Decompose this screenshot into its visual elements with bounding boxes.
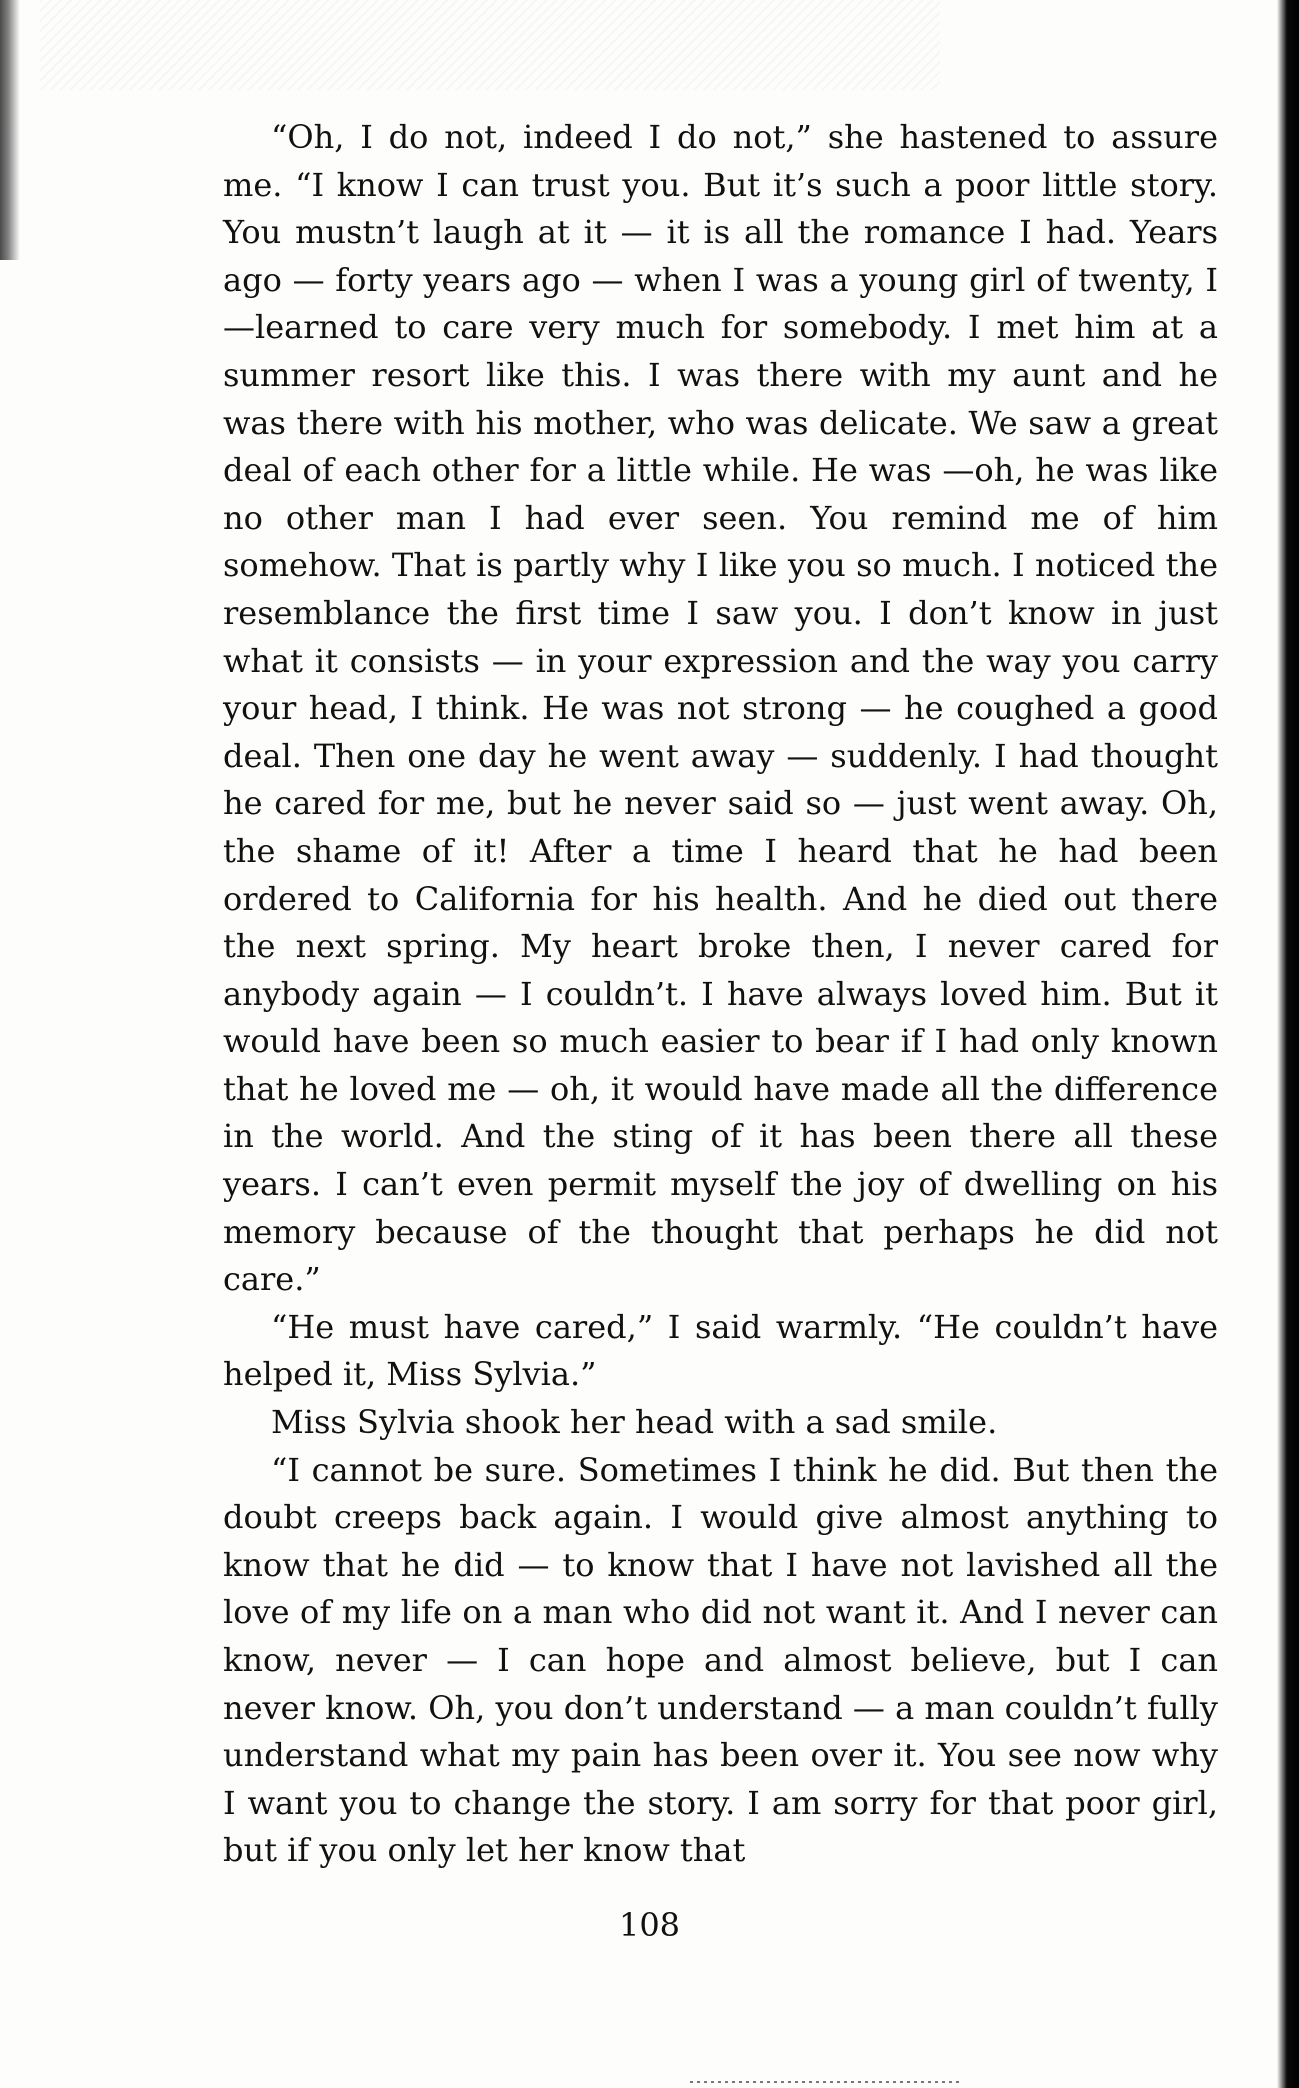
body-text	[223, 114, 1218, 1875]
paragraph: Miss Sylvia shook her head with a sad smile.	[271, 1403, 998, 1442]
scan-noise	[40, 0, 940, 90]
page-number: 108	[618, 1906, 681, 1944]
paragraph: “Oh, I do not, indeed I do not,” she hastened to assure me. “I know I can trust you. But it’s such a poor little story. You mustn’t laugh at it — it is all the romance I had. Years ago — forty years ago — when I was a young girl of twenty, I—learned to care very much for somebody. I met him at a summer resort like this. I was there with my aunt and he was there with his mother, who was delicate. We saw a great deal of each other for a little while. He was —oh, he was like no other man I had ever seen. You remind me of him somehow. That is partly why I like you so much. I noticed the resemblance the first time I saw you. I don’t know in just what it consists — in your expression and the way you carry your head, I think. He was not strong — he coughed a good deal. Then one day he went away — suddenly. I had thought he cared for me, but he never said so — just went away. Oh, the shame of it! After a time I heard that he had been ordered to California for his health. And he died out there the next spring. My heart broke then, I never cared for anybody again — I couldn’t. I have always loved him. But it would have been so much easier to bear if I had only known that he loved me — oh, it would have made all the difference in the world. And the sting of it has been there all these years. I can’t even permit myself the joy of dwelling on his memory because of the thought that perhaps he did not care.”	[223, 118, 1218, 1299]
paragraph: “I cannot be sure. Sometimes I think he did. But then the doubt creeps back again. I would give almost anything to know that he did — to know that I have not lavished all the love of my life on a man who did not want it. And I never can know, never — I can hope and almost believe, but I can never know. Oh, you don’t understand — a man couldn’t fully understand what my pain has been over it. You see now why I want you to change the story. I am sorry for that poor girl, but if you only let her know that	[223, 1450, 1218, 1870]
scan-artifact-line	[690, 2081, 960, 2083]
paragraph: “He must have cared,” I said warmly. “He couldn’t have helped it, Miss Sylvia.”	[223, 1307, 1218, 1394]
binding-shadow	[0, 0, 20, 260]
page-edge-shadow	[1277, 0, 1299, 2088]
